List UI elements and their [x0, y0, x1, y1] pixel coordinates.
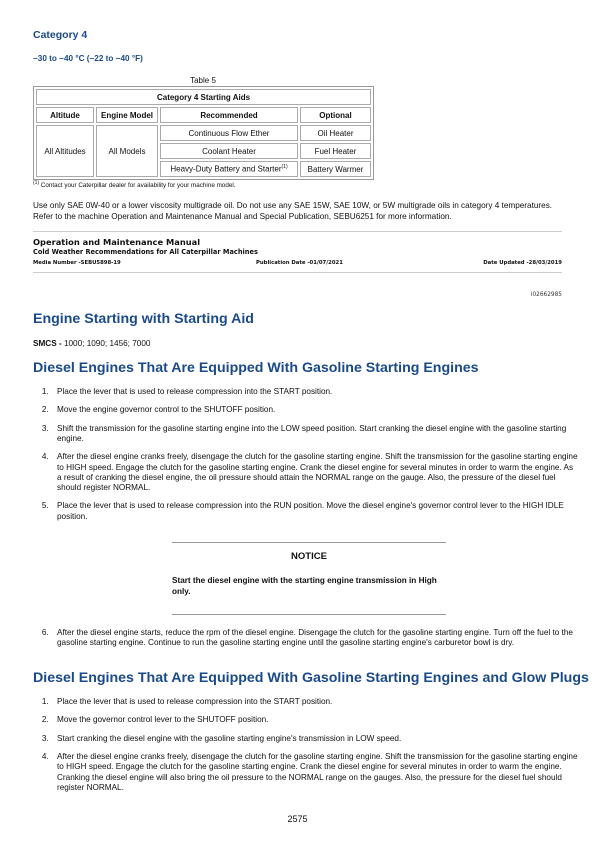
oil-paragraph: Use only SAE 0W-40 or a lower viscosity multigrade oil. Do not use any SAE 15W, SAE 10W, or 5W multigrade oils in category 4 temperatures. Refer to the machine Operation and Maintenance Manual and Special Publication, SEBU6251 for more information.: [33, 201, 553, 221]
footnote-marker: (1): [33, 180, 40, 186]
list-item: 3. Shift the transmission for the gasoline starting engine into the LOW speed position. Start cranking the diesel engine with the gasoline starting engine.: [51, 424, 578, 444]
list-item: 3. Start cranking the diesel engine with the gasoline starting engine's transmission in LOW speed.: [51, 734, 578, 744]
header-engine-model: Engine Model: [96, 107, 158, 123]
list-item: 1. Place the lever that is used to release compression into the START position.: [51, 697, 578, 707]
smcs-codes: [33, 339, 150, 348]
list-item: 2. Move the engine governor control to the SHUTOFF position.: [51, 405, 578, 415]
list-item: 4. After the diesel engine cranks freely, disengage the clutch for the gasoline starting engine. Shift the transmission for the gasoline starting engine to HIGH speed. Engage the clutch for the gasoline starting engine. Crank the diesel engine for several minutes in order to warm the engine. Cranking the diesel engine will also bring the oil pressure to the NORMAL range on the gauges. Also, the pressure for the diesel fuel should register NORMAL.: [51, 752, 578, 793]
section-title: Engine Starting with Starting Aid: [33, 311, 254, 327]
table-footnote: [33, 180, 235, 189]
divider: [33, 231, 562, 232]
gasoline-heading: Diesel Engines That Are Equipped With Gasoline Starting Engines: [33, 360, 479, 376]
notice-title: NOTICE: [291, 551, 327, 562]
divider: [33, 272, 562, 273]
cell-optional: Battery Warmer: [300, 161, 371, 177]
cell-recommended: [160, 161, 298, 177]
cell-recommended: Continuous Flow Ether: [160, 125, 298, 141]
document-id: i02662985: [530, 292, 562, 298]
table-caption: Table 5: [190, 76, 216, 85]
table-title: Category 4 Starting Aids: [36, 89, 371, 105]
glow-plugs-heading: Diesel Engines That Are Equipped With Gasoline Starting Engines and Glow Plugs: [33, 670, 589, 686]
table-row: [36, 125, 371, 141]
list-item: 4. After the diesel engine cranks freely, disengage the clutch for the gasoline starting engine. Shift the transmission for the gasoline starting engine to HIGH speed. Engage the clutch for the gasoline starting engine. Crank the diesel engine for several minutes in order to warm the engine. As a result of cranking the diesel engine, the oil pressure should attain the NORMAL range on the gauge. Also, the pressure of the diesel fuel should register NORMAL.: [51, 452, 578, 493]
list-item: 5. Place the lever that is used to release compression into the RUN position. Move the diesel engine's governor control lever to the HIGH IDLE position.: [51, 501, 578, 521]
glow-plugs-steps: [33, 697, 578, 801]
gasoline-steps-continued: [33, 628, 578, 657]
notice-text: Start the diesel engine with the starting engine transmission in High only.: [172, 576, 437, 596]
category-title: Category 4: [33, 29, 88, 41]
list-item: 1. Place the lever that is used to release compression into the START position.: [51, 387, 578, 397]
manual-subtitle: Cold Weather Recommendations for All Caterpillar Machines: [33, 248, 258, 256]
media-number: Media Number -SEBU5898-19: [33, 260, 121, 266]
header-recommended: Recommended: [160, 107, 298, 123]
cell-engine-model: All Models: [96, 125, 158, 177]
list-item: 6. After the diesel engine starts, reduce the rpm of the diesel engine. Disengage the clutch for the gasoline starting engine. Turn off the fuel to the gasoline starting engine. Continue to run the gasoline starting engine until the gasoline starting engine's carburetor bowl is dry.: [51, 628, 578, 648]
gasoline-steps: [33, 387, 578, 530]
manual-title: Operation and Maintenance Manual: [33, 237, 201, 247]
smcs-label: SMCS -: [33, 339, 64, 348]
footnote-ref: (1): [281, 164, 288, 171]
footnote-text: Contact your Caterpillar dealer for availability for your machine model.: [39, 182, 236, 190]
notice-top-rule: [172, 542, 446, 543]
notice-bottom-rule: [172, 614, 446, 615]
cell-altitude: All Altitudes: [36, 125, 94, 177]
notice-box: [172, 542, 446, 615]
cell-optional: Fuel Heater: [300, 143, 371, 159]
publication-date: Publication Date -01/07/2021: [256, 260, 343, 266]
smcs-values: 1000; 1090; 1456; 7000: [63, 339, 151, 348]
header-altitude: Altitude: [36, 107, 94, 123]
cell-recommended-text: Heavy-Duty Battery and Starter: [170, 164, 282, 174]
temperature-range: −30 to −40 °C (−22 to −40 °F): [33, 54, 143, 63]
header-optional: Optional: [300, 107, 371, 123]
date-updated: Date Updated -28/03/2019: [483, 260, 562, 266]
page-number: 2575: [287, 814, 308, 824]
list-item: 2. Move the governor control lever to the SHUTOFF position.: [51, 715, 578, 725]
starting-aids-table: [33, 86, 374, 180]
cell-optional: Oil Heater: [300, 125, 371, 141]
cell-recommended: Coolant Heater: [160, 143, 298, 159]
